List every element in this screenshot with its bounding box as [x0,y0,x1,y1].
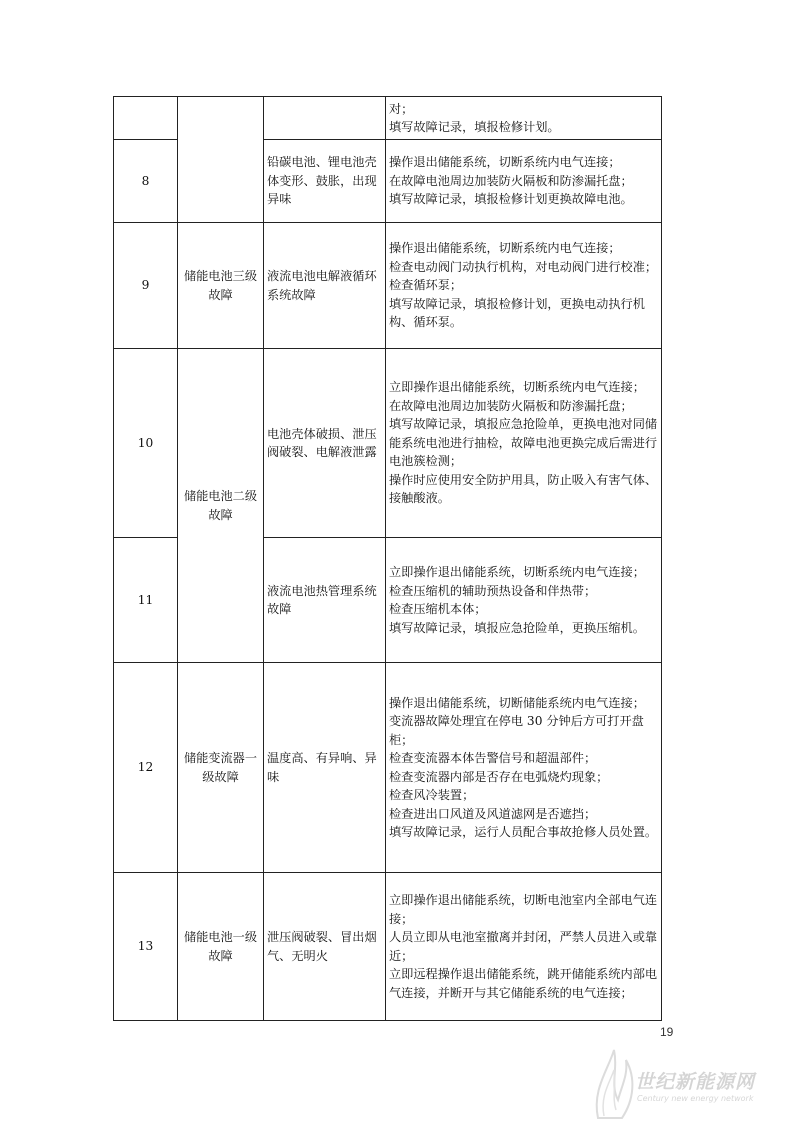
action-item: 填写故障记录，填报检修计划更换故障电池。 [389,192,633,207]
fault-symptom: 铅碳电池、锂电池壳体变形、鼓胀，出现异味 [264,140,386,223]
row-number: 12 [114,663,178,873]
action-item: 立即操作退出储能系统，切断系统内电气连接； [389,380,645,395]
table-row [114,97,662,140]
action-item: 操作退出储能系统，切断系统内电气连接； [389,155,621,170]
fault-category: 储能变流器一级故障 [178,663,264,873]
action-item: 检查风冷装置； [389,788,475,802]
row-number: 13 [114,873,178,1021]
table-row [114,223,662,349]
action-item: 检查压缩机本体； [389,602,487,616]
handling-actions [386,223,662,349]
fault-category: 储能电池三级故障 [178,223,264,349]
handling-actions [386,349,662,538]
row-number: 9 [114,223,178,349]
handling-actions [386,663,662,873]
action-item: 在故障电池周边加装防火隔板和防渗漏托盘； [389,398,633,413]
action-item: 检查变流器本体告警信号和超温部件； [389,751,597,765]
action-item: 立即操作退出储能系统，切断电池室内全部电气连接； [389,893,658,926]
fault-handling-table [113,96,662,1021]
action-item: 填写故障记录，运行人员配合事故抢修人员处置。 [389,825,658,839]
table-row [114,663,662,873]
handling-actions [386,97,662,140]
action-item: 对； [389,101,414,116]
handling-actions [386,538,662,663]
fault-category: 储能电池二级故障 [178,349,264,663]
handling-actions [386,873,662,1021]
action-item: 立即远程操作退出储能系统，跳开储能系统内部电气连接，并断开与其它储能系统的电气连接； [389,967,658,1000]
row-number [114,97,178,140]
action-item: 填写故障记录，填报检修计划，更换电动执行机构、循环泵。 [389,296,645,330]
fault-category: 储能电池一级故障 [178,873,264,1021]
watermark-text: 世纪新能源网 [635,1071,756,1093]
action-item: 操作退出储能系统，切断储能系统内电气连接； [389,695,645,710]
fault-symptom [264,97,386,140]
action-item: 检查电动阀门动执行机构，对电动阀门进行校准； [389,259,658,274]
fault-category [178,97,264,223]
handling-actions [386,140,662,223]
action-item: 检查循环泵； [389,278,463,293]
action-item: 操作时应使用安全防护用具，防止吸入有害气体、接触酸液。 [389,472,658,506]
action-item: 填写故障记录，填报应急抢险单，更换压缩机。 [389,620,645,635]
page-number: 19 [660,1025,674,1039]
action-item: 填写故障记录，填报应急抢险单，更换电池对同储能系统电池进行抽检，故障电池更换完成后需进行电池簇检测； [389,417,658,469]
fault-symptom: 电池壳体破损、泄压阀破裂、电解液泄露 [264,349,386,538]
table-row [114,873,662,1021]
fault-symptom: 液流电池电解液循环系统故障 [264,223,386,349]
table-row [114,349,662,538]
row-number: 10 [114,349,178,538]
action-item: 立即操作退出储能系统，切断系统内电气连接； [389,565,645,579]
action-item: 检查压缩机的辅助预热设备和伴热带； [389,583,597,598]
action-item: 检查变流器内部是否存在电弧烧灼现象； [389,769,609,784]
action-item: 填写故障记录，填报检修计划。 [389,120,560,134]
row-number: 8 [114,140,178,223]
row-number: 11 [114,538,178,663]
fault-symptom: 温度高、有异响、异味 [264,663,386,873]
action-item: 变流器故障处理宜在停电 30 分钟后方可打开盘柜； [389,714,644,747]
action-item: 人员立即从电池室撤离并封闭，严禁人员进入或靠近； [389,930,658,963]
action-item: 在故障电池周边加装防火隔板和防渗漏托盘； [389,173,633,188]
fault-symptom: 液流电池热管理系统故障 [264,538,386,663]
action-item: 检查进出口风道及风道滤网是否遮挡； [389,806,597,821]
watermark-subtext: Century new energy network [637,1094,754,1103]
fault-symptom: 泄压阀破裂、冒出烟气、无明火 [264,873,386,1021]
action-item: 操作退出储能系统，切断系统内电气连接； [389,241,621,256]
